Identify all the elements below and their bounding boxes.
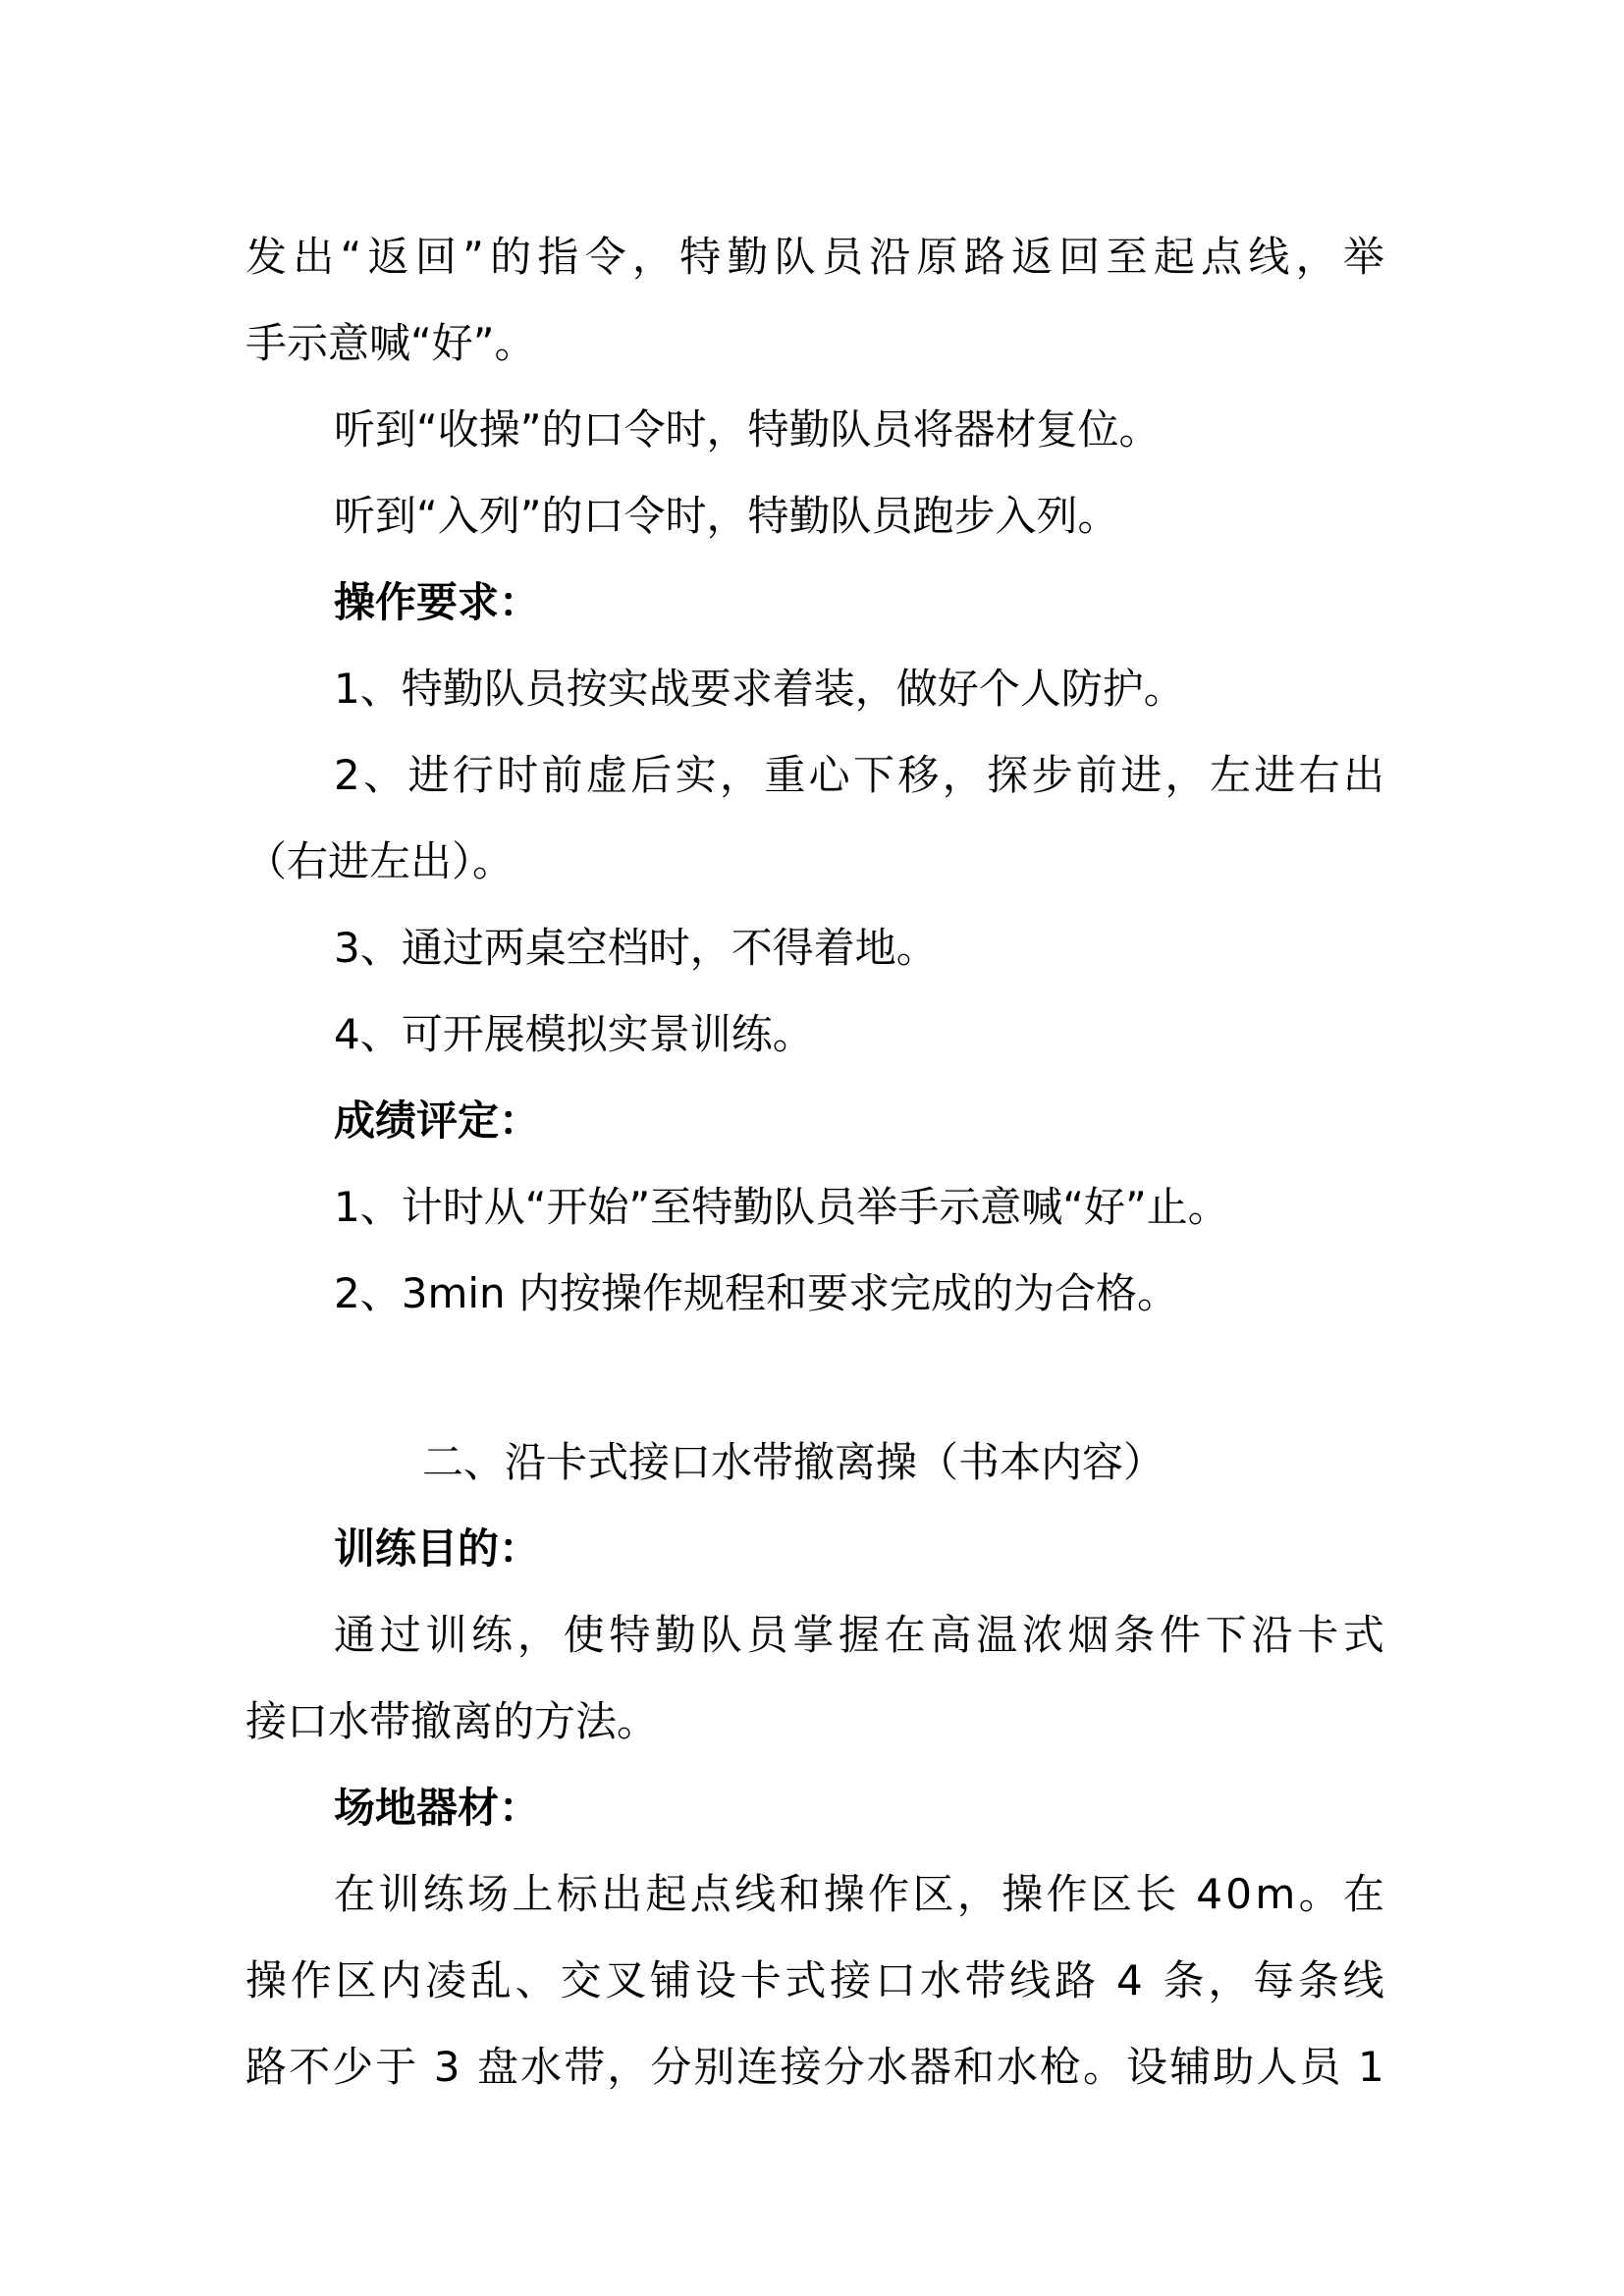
line-character: 前	[541, 751, 583, 799]
line-character: 高	[930, 1611, 972, 1659]
line-character: ，	[1295, 233, 1337, 281]
line-character: 口	[874, 1956, 916, 2004]
line-character: 接	[780, 2043, 822, 2091]
line-character: 出	[293, 233, 335, 281]
line-character: 令	[584, 233, 626, 281]
line-character: 线	[1009, 1956, 1052, 2004]
site-equipment-line-1	[334, 1863, 1384, 1926]
line-character: 沿	[869, 233, 911, 281]
line-character: 后	[630, 751, 673, 799]
line-character: 练	[471, 1611, 514, 1659]
line-character: 内	[380, 1956, 422, 2004]
line-character: 路	[1055, 1956, 1097, 2004]
line-character: 点	[689, 1870, 731, 1918]
line-character: 式	[785, 1956, 827, 2004]
line-character: 步	[1031, 751, 1073, 799]
line-character: 原	[916, 233, 958, 281]
line-character	[1146, 1949, 1159, 2012]
line-character: 练	[422, 1870, 464, 1918]
line-character: 沿	[1251, 1611, 1293, 1659]
line-character: 探	[987, 751, 1029, 799]
line-character: 队	[700, 1611, 742, 1659]
line-character: 回	[1058, 233, 1101, 281]
paragraph-line-2: 手示意喊“好”。	[245, 319, 536, 367]
line-character: 点	[1201, 233, 1243, 281]
line-character: 时	[497, 751, 539, 799]
line-character: 员	[821, 233, 863, 281]
line-character: ，	[719, 751, 761, 799]
scoring-item-1: 1、计时从“开始”至特勤队员举手示意喊“好”止。	[334, 1183, 1229, 1231]
line-character: 1	[1357, 2043, 1384, 2091]
line-character: ，	[516, 1611, 559, 1659]
line-character: ，	[1164, 751, 1207, 799]
line-character: 前	[1075, 751, 1117, 799]
line-character: 的	[490, 233, 532, 281]
section-heading-operation-requirements: 操作要求：	[334, 578, 541, 626]
line-character: 线	[1248, 233, 1290, 281]
paragraph-line-4: 听到“入列”的口令时，特勤队员跑步入列。	[334, 492, 1119, 540]
line-character: 水	[996, 2043, 1038, 2091]
line-character: 操	[245, 1956, 288, 2004]
line-character: 下	[1205, 1611, 1247, 1659]
line-character: 和	[952, 2043, 995, 2091]
line-character: 移	[897, 751, 940, 799]
line-character: 式	[1342, 1611, 1384, 1659]
line-character: ，	[631, 233, 674, 281]
line-character: 场	[467, 1870, 510, 1918]
line-character: 返	[367, 233, 409, 281]
line-character: 路	[245, 2043, 288, 2091]
line-character: 左	[1209, 751, 1251, 799]
training-purpose-line-1	[334, 1604, 1384, 1667]
line-character: 操	[823, 1870, 865, 1918]
line-character: 作	[290, 1956, 332, 2004]
line-character: 过	[379, 1611, 421, 1659]
requirement-item-1: 1、特勤队员按实战要求着装，做好个人防护。	[334, 665, 1185, 713]
line-character: 特	[609, 1611, 651, 1659]
line-character: 回	[414, 233, 457, 281]
line-character: 起	[645, 1870, 687, 1918]
line-character: 水	[919, 1956, 961, 2004]
line-character: ，	[956, 1870, 999, 1918]
line-character: 员	[1299, 2043, 1341, 2091]
line-character: 区	[1090, 1870, 1132, 1918]
line-character: 0	[1225, 1870, 1253, 1918]
section-heading-scoring: 成绩评定：	[334, 1096, 541, 1145]
line-character	[1343, 2036, 1356, 2099]
line-character: 温	[976, 1611, 1018, 1659]
line-character: 分	[823, 2043, 865, 2091]
line-character: 烟	[1067, 1611, 1110, 1659]
line-character: 特	[679, 233, 722, 281]
line-character: 作	[868, 1870, 910, 1918]
line-character: 。	[1298, 1870, 1340, 1918]
site-equipment-line-2	[245, 1949, 1384, 2012]
line-character	[418, 2036, 431, 2099]
line-character: m	[1255, 1870, 1296, 1918]
line-character: 行	[452, 751, 494, 799]
training-purpose-line-2: 接口水带撤离的方法。	[245, 1697, 659, 1745]
line-character: 辅	[1169, 2043, 1212, 2091]
line-character: 进	[1120, 751, 1163, 799]
line-character: 操	[1001, 1870, 1044, 1918]
line-character: 铺	[650, 1956, 692, 2004]
line-character: 。	[1083, 2043, 1125, 2091]
line-character: 员	[746, 1611, 788, 1659]
line-character: 人	[1256, 2043, 1298, 2091]
line-character: 线	[1342, 1956, 1384, 2004]
section-heading-site-equipment: 场地器材：	[334, 1784, 541, 1832]
line-character: 实	[675, 751, 717, 799]
line-character: 叉	[605, 1956, 647, 2004]
line-character: 助	[1213, 2043, 1255, 2091]
line-character: 心	[808, 751, 850, 799]
line-character: 少	[332, 2043, 374, 2091]
requirement-item-4: 4、可开展模拟实景训练。	[334, 1010, 814, 1058]
line-character: 上	[512, 1870, 554, 1918]
line-character: 勤	[727, 233, 769, 281]
line-character: 在	[334, 1870, 376, 1918]
line-character: 返	[1011, 233, 1054, 281]
line-character: 不	[289, 2043, 331, 2091]
line-character: 条	[1297, 1956, 1339, 2004]
line-character: 至	[1106, 233, 1148, 281]
line-character: 标	[556, 1870, 598, 1918]
line-character: 乱	[469, 1956, 512, 2004]
line-character: ”	[462, 233, 484, 281]
line-character: ，	[607, 2043, 649, 2091]
scoring-item-2: 2、3min 内按操作规程和要求完成的为合格。	[334, 1269, 1178, 1317]
line-character: 带	[964, 1956, 1006, 2004]
line-character: 勤	[655, 1611, 697, 1659]
line-character	[1180, 1863, 1193, 1926]
line-character: 水	[866, 2043, 908, 2091]
line-character: 盘	[476, 2043, 518, 2091]
line-character: 握	[838, 1611, 880, 1659]
line-character: 凌	[425, 1956, 467, 2004]
line-character: 设	[1126, 2043, 1168, 2091]
line-character: 条	[1113, 1611, 1156, 1659]
line-character: 队	[774, 233, 816, 281]
line-character: 作	[1046, 1870, 1088, 1918]
line-character: 重	[764, 751, 806, 799]
line-character: 器	[909, 2043, 951, 2091]
line-character: 枪	[1039, 2043, 1081, 2091]
line-character: 起	[1153, 233, 1195, 281]
line-character: 训	[378, 1870, 420, 1918]
line-character: 于	[375, 2043, 417, 2091]
line-character: ，	[1208, 1956, 1250, 2004]
line-character: 通	[334, 1611, 376, 1659]
line-character: ，	[942, 751, 984, 799]
paragraph-line-3: 听到“收操”的口令时，特勤队员将器材复位。	[334, 405, 1161, 454]
line-character: 3	[433, 2043, 460, 2091]
line-character: 卡	[1297, 1611, 1339, 1659]
line-character: 发	[245, 233, 288, 281]
line-character: 举	[1342, 233, 1384, 281]
line-character: 下	[853, 751, 895, 799]
line-character: 4	[1115, 1956, 1143, 2004]
line-character: 进	[407, 751, 450, 799]
line-character: 虚	[585, 751, 627, 799]
line-character: 件	[1159, 1611, 1201, 1659]
line-character: 4	[1196, 1870, 1222, 1918]
line-character: 交	[560, 1956, 602, 2004]
line-character: 出	[1342, 751, 1384, 799]
line-character: 进	[1254, 751, 1296, 799]
site-equipment-line-3	[245, 2036, 1384, 2099]
requirement-item-2-line-2: （右进左出）。	[245, 837, 514, 885]
line-character: 掌	[792, 1611, 835, 1659]
line-character: 线	[734, 1870, 777, 1918]
line-character: 接	[830, 1956, 872, 2004]
requirement-item-2-line-1	[334, 744, 1384, 807]
line-character: 带	[564, 2043, 606, 2091]
line-character: 区	[335, 1956, 377, 2004]
line-character: 区	[912, 1870, 954, 1918]
line-character: 分	[650, 2043, 692, 2091]
line-character: 指	[537, 233, 579, 281]
line-character: 出	[601, 1870, 643, 1918]
line-character: 2	[334, 751, 360, 799]
line-character: 每	[1253, 1956, 1295, 2004]
line-character: 长	[1135, 1870, 1177, 1918]
line-character: 浓	[1021, 1611, 1063, 1659]
chapter-heading: 二、沿卡式接口水带撤离操（书本内容）	[422, 1438, 1165, 1486]
section-heading-training-purpose: 训练目的：	[334, 1524, 541, 1573]
line-character	[462, 2036, 475, 2099]
line-character: 右	[1298, 751, 1340, 799]
line-character: 训	[425, 1611, 467, 1659]
line-character: 和	[779, 1870, 821, 1918]
requirement-item-3: 3、通过两桌空档时，不得着地。	[334, 924, 938, 972]
line-character: 设	[694, 1956, 736, 2004]
line-character: 、	[514, 1956, 557, 2004]
line-character	[1100, 1949, 1112, 2012]
line-character: 使	[563, 1611, 605, 1659]
line-character: 在	[884, 1611, 926, 1659]
line-character: 路	[963, 233, 1005, 281]
line-character: 在	[1342, 1870, 1384, 1918]
paragraph-line-1	[245, 226, 1384, 289]
line-character: 连	[736, 2043, 779, 2091]
line-character: “	[340, 233, 362, 281]
line-character: 条	[1163, 1956, 1205, 2004]
line-character: 、	[363, 751, 406, 799]
line-character: 水	[520, 2043, 563, 2091]
line-character: 卡	[739, 1956, 782, 2004]
line-character: 别	[693, 2043, 735, 2091]
